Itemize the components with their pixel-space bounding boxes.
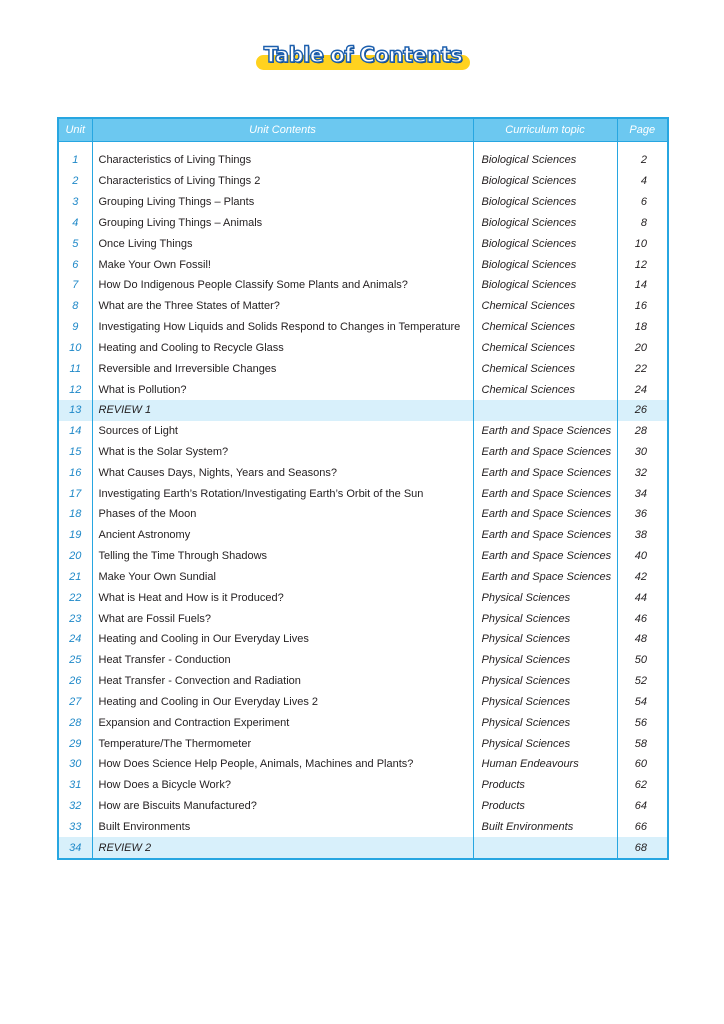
page-number: 26 [617, 400, 668, 421]
unit-number: 18 [58, 504, 92, 525]
curriculum-topic: Earth and Space Sciences [473, 525, 617, 546]
unit-number: 28 [58, 712, 92, 733]
unit-title: Grouping Living Things – Animals [92, 212, 473, 233]
unit-title: Phases of the Moon [92, 504, 473, 525]
page-number: 22 [634, 362, 647, 375]
curriculum-topic: Chemical Sciences [473, 358, 617, 379]
page-number: 12 [634, 258, 647, 271]
unit-number: 27 [58, 692, 92, 713]
curriculum-topic: Human Endeavours [473, 754, 617, 775]
unit-number: 5 [58, 233, 92, 254]
unit-number: 7 [58, 275, 92, 296]
unit-number: 12 [58, 379, 92, 400]
curriculum-topic: Biological Sciences [473, 254, 617, 275]
page-number: 40 [634, 550, 647, 563]
table-row [58, 296, 668, 317]
unit-title: Built Environments [92, 817, 473, 838]
unit-title: Ancient Astronomy [92, 525, 473, 546]
unit-title: What is Pollution? [92, 379, 473, 400]
page-number: 58 [634, 737, 647, 750]
page-number: 16 [634, 300, 647, 313]
table-row [58, 462, 668, 483]
page-number: 14 [634, 279, 647, 292]
page-number: 38 [634, 529, 647, 542]
table-row [58, 337, 668, 358]
unit-number: 8 [58, 296, 92, 317]
unit-number: 32 [58, 796, 92, 817]
table-row [58, 650, 668, 671]
unit-title: Sources of Light [92, 421, 473, 442]
unit-number: 17 [58, 483, 92, 504]
curriculum-topic: Earth and Space Sciences [473, 442, 617, 463]
page-number: 44 [634, 591, 647, 604]
header-page: Page [617, 118, 668, 142]
unit-title: Reversible and Irreversible Changes [92, 358, 473, 379]
page-number: 24 [634, 383, 647, 396]
curriculum-topic: Physical Sciences [473, 629, 617, 650]
title-banner [252, 40, 474, 74]
unit-number: 26 [58, 671, 92, 692]
unit-title: Heating and Cooling to Recycle Glass [92, 337, 473, 358]
unit-number: 9 [58, 317, 92, 338]
curriculum-topic: Products [473, 775, 617, 796]
table-row [58, 775, 668, 796]
page-number: 54 [634, 695, 647, 708]
table-row [58, 608, 668, 629]
unit-number: 20 [58, 546, 92, 567]
page-number: 28 [634, 425, 647, 438]
unit-title: Investigating Earth’s Rotation/Investigating Earth’s Orbit of the Sun [92, 483, 473, 504]
unit-title: Characteristics of Living Things [92, 150, 473, 171]
contents-table [57, 117, 669, 860]
unit-title: Investigating How Liquids and Solids Respond to Changes in Temperature [92, 317, 473, 338]
table-row [58, 504, 668, 525]
unit-title: REVIEW 2 [92, 837, 473, 859]
table-row [58, 629, 668, 650]
table-row [58, 837, 668, 859]
unit-number: 10 [58, 337, 92, 358]
page-number: 20 [634, 341, 647, 354]
unit-number: 22 [58, 587, 92, 608]
page-number: 62 [634, 779, 647, 792]
page-number: 50 [634, 654, 647, 667]
unit-number: 34 [58, 837, 92, 859]
curriculum-topic: Earth and Space Sciences [473, 567, 617, 588]
table-row [58, 692, 668, 713]
page-number: 66 [634, 820, 647, 833]
table-row [58, 796, 668, 817]
table-row [58, 733, 668, 754]
page-number: 10 [634, 237, 647, 250]
table-row [58, 254, 668, 275]
unit-title: What are Fossil Fuels? [92, 608, 473, 629]
unit-number: 16 [58, 462, 92, 483]
table-row [58, 358, 668, 379]
unit-title: Telling the Time Through Shadows [92, 546, 473, 567]
unit-title: Grouping Living Things – Plants [92, 192, 473, 213]
page-number: 64 [634, 800, 647, 813]
curriculum-topic: Chemical Sciences [473, 317, 617, 338]
unit-title: What is Heat and How is it Produced? [92, 587, 473, 608]
page-number: 42 [634, 570, 647, 583]
unit-number: 4 [58, 212, 92, 233]
curriculum-topic: Physical Sciences [473, 671, 617, 692]
table-row [58, 567, 668, 588]
unit-number: 24 [58, 629, 92, 650]
page-number: 30 [634, 446, 647, 458]
curriculum-topic: Chemical Sciences [473, 296, 617, 317]
table-row [58, 671, 668, 692]
table-row [58, 192, 668, 213]
unit-title: Make Your Own Fossil! [92, 254, 473, 275]
curriculum-topic: Physical Sciences [473, 692, 617, 713]
page-number: 4 [640, 175, 647, 188]
unit-number: 14 [58, 421, 92, 442]
unit-title: Heating and Cooling in Our Everyday Lives [92, 629, 473, 650]
curriculum-topic: Earth and Space Sciences [473, 504, 617, 525]
unit-title: Make Your Own Sundial [92, 567, 473, 588]
curriculum-topic: Products [473, 796, 617, 817]
unit-number: 29 [58, 733, 92, 754]
curriculum-topic [473, 400, 617, 421]
header-unit: Unit [58, 118, 92, 142]
table-spacer-row [58, 142, 668, 151]
table-row [58, 817, 668, 838]
page-number: 52 [634, 675, 647, 688]
table-row [58, 400, 668, 421]
curriculum-topic [473, 837, 617, 859]
unit-number: 2 [58, 171, 92, 192]
page-number: 46 [634, 612, 647, 625]
unit-number: 1 [58, 150, 92, 171]
header-unit-contents: Unit Contents [92, 118, 473, 142]
table-row [58, 525, 668, 546]
unit-number: 15 [58, 442, 92, 463]
curriculum-topic: Earth and Space Sciences [473, 421, 617, 442]
page-number: 36 [634, 508, 647, 521]
curriculum-topic: Physical Sciences [473, 608, 617, 629]
curriculum-topic: Built Environments [473, 817, 617, 838]
unit-title: How Does Science Help People, Animals, Machines and Plants? [92, 754, 473, 775]
curriculum-topic: Earth and Space Sciences [473, 462, 617, 483]
curriculum-topic: Physical Sciences [473, 650, 617, 671]
table-row [58, 233, 668, 254]
table-row [58, 379, 668, 400]
table-row [58, 442, 668, 463]
header-curriculum-topic: Curriculum topic [473, 118, 617, 142]
unit-title: How Does a Bicycle Work? [92, 775, 473, 796]
curriculum-topic: Earth and Space Sciences [473, 483, 617, 504]
curriculum-topic: Biological Sciences [473, 150, 617, 171]
unit-number: 23 [58, 608, 92, 629]
table-row [58, 317, 668, 338]
curriculum-topic: Chemical Sciences [473, 379, 617, 400]
page-number: 6 [640, 196, 647, 209]
page-title: Table of Contents [263, 43, 463, 67]
curriculum-topic: Physical Sciences [473, 712, 617, 733]
unit-number: 3 [58, 192, 92, 213]
unit-title: Once Living Things [92, 233, 473, 254]
page-number: 18 [634, 321, 647, 334]
unit-title: Expansion and Contraction Experiment [92, 712, 473, 733]
unit-number: 6 [58, 254, 92, 275]
unit-number: 33 [58, 817, 92, 838]
table-row [58, 754, 668, 775]
table-row [58, 546, 668, 567]
table-row [58, 587, 668, 608]
table-row [58, 483, 668, 504]
page-number: 56 [634, 716, 647, 729]
unit-number: 11 [58, 358, 92, 379]
unit-title: What is the Solar System? [92, 442, 473, 463]
unit-title: How Do Indigenous People Classify Some Plants and Animals? [92, 275, 473, 296]
unit-number: 30 [58, 754, 92, 775]
unit-number: 25 [58, 650, 92, 671]
unit-title: What Causes Days, Nights, Years and Seasons? [92, 462, 473, 483]
table-row [58, 275, 668, 296]
table-row [58, 150, 668, 171]
curriculum-topic: Chemical Sciences [473, 337, 617, 358]
page-number: 2 [640, 154, 647, 167]
table-row [58, 712, 668, 733]
table-body [58, 142, 668, 860]
unit-title: What are the Three States of Matter? [92, 296, 473, 317]
curriculum-topic: Biological Sciences [473, 192, 617, 213]
page-number: 8 [640, 216, 647, 229]
table-row [58, 421, 668, 442]
page-number: 48 [634, 633, 647, 646]
curriculum-topic: Biological Sciences [473, 212, 617, 233]
table-row [58, 171, 668, 192]
curriculum-topic: Physical Sciences [473, 587, 617, 608]
unit-number: 13 [58, 400, 92, 421]
unit-title: Heat Transfer - Convection and Radiation [92, 671, 473, 692]
unit-number: 31 [58, 775, 92, 796]
curriculum-topic: Earth and Space Sciences [473, 546, 617, 567]
unit-number: 19 [58, 525, 92, 546]
page-number: 32 [634, 466, 647, 479]
page-number: 68 [617, 837, 668, 859]
curriculum-topic: Physical Sciences [473, 733, 617, 754]
table-row [58, 212, 668, 233]
curriculum-topic: Biological Sciences [473, 233, 617, 254]
unit-title: Temperature/The Thermometer [92, 733, 473, 754]
unit-title: How are Biscuits Manufactured? [92, 796, 473, 817]
curriculum-topic: Biological Sciences [473, 275, 617, 296]
unit-number: 21 [58, 567, 92, 588]
unit-title: Heat Transfer - Conduction [92, 650, 473, 671]
table-header-row [58, 118, 668, 142]
page-number: 60 [634, 758, 647, 771]
curriculum-topic: Biological Sciences [473, 171, 617, 192]
unit-title: REVIEW 1 [92, 400, 473, 421]
unit-title: Characteristics of Living Things 2 [92, 171, 473, 192]
page-number: 34 [634, 487, 647, 500]
unit-title: Heating and Cooling in Our Everyday Lives 2 [92, 692, 473, 713]
